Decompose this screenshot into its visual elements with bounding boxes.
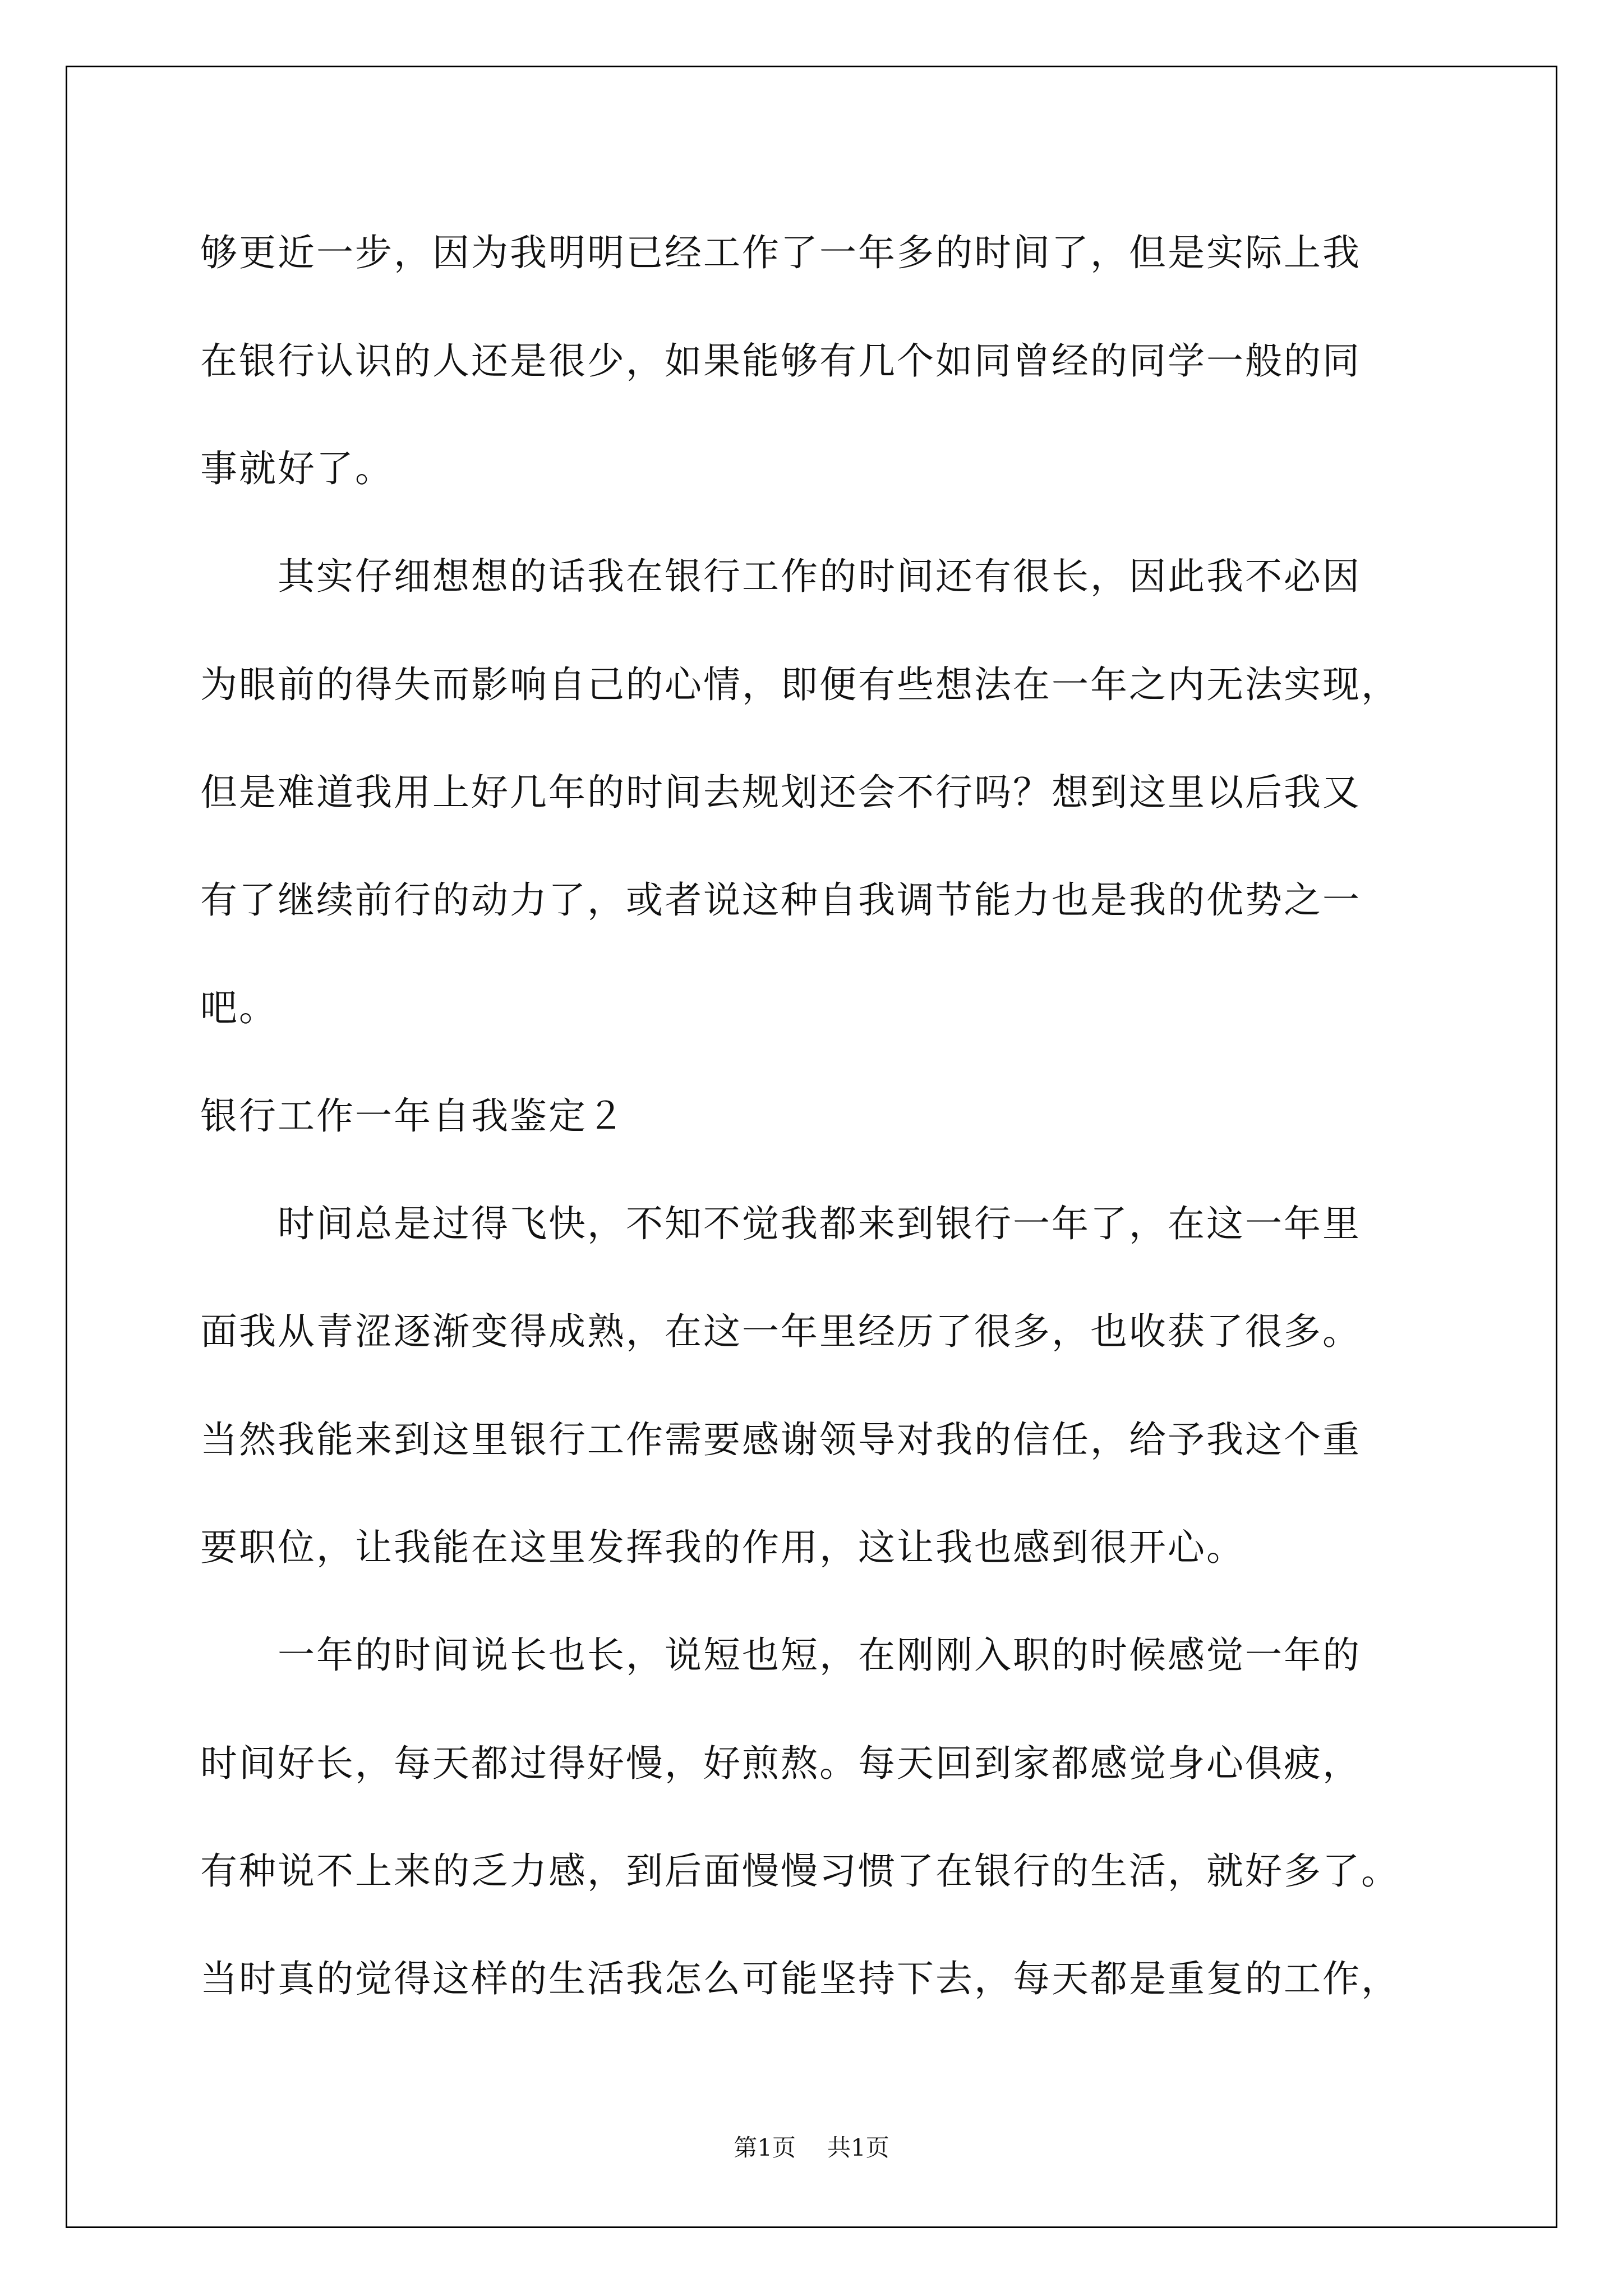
- text-line: 其实仔细想想的话我在银行工作的时间还有很长，因此我不必因: [200, 555, 1361, 598]
- text-line: 当时真的觉得这样的生活我怎么可能坚持下去，每天都是重复的工作，: [200, 1957, 1400, 2000]
- text-line: 在银行认识的人还是很少，如果能够有几个如同曾经的同学一般的同: [200, 339, 1361, 383]
- text-line: 事就好了。: [200, 447, 394, 490]
- text-line: 但是难道我用上好几年的时间去规划还会不行吗？想到这里以后我又: [200, 771, 1361, 814]
- page-total: 共1页: [827, 2134, 889, 2161]
- text-line: 时间总是过得飞快，不知不觉我都来到银行一年了，在这一年里: [200, 1202, 1361, 1245]
- text-line: 面我从青涩逐渐变得成熟，在这一年里经历了很多，也收获了很多。: [200, 1310, 1361, 1353]
- text-line: 有了继续前行的动力了，或者说这种自我调节能力也是我的优势之一: [200, 878, 1361, 922]
- text-line: 为眼前的得失而影响自己的心情，即便有些想法在一年之内无法实现，: [200, 663, 1400, 706]
- text-line: 当然我能来到这里银行工作需要感谢领导对我的信任，给予我这个重: [200, 1418, 1361, 1461]
- page-border: [66, 66, 1557, 2228]
- text-line: 要职位，让我能在这里发挥我的作用，这让我也感到很开心。: [200, 1526, 1245, 1569]
- text-line: 一年的时间说长也长，说短也短，在刚刚入职的时候感觉一年的: [200, 1634, 1361, 1677]
- page-footer: [0, 2136, 1623, 2160]
- text-line: 吧。: [200, 986, 278, 1029]
- page-number: 第1页: [734, 2134, 796, 2161]
- text-line: 时间好长，每天都过得好慢，好煎熬。每天回到家都感觉身心俱疲，: [200, 1742, 1361, 1785]
- section-heading: 银行工作一年自我鉴定２: [200, 1094, 626, 1138]
- text-line: 够更近一步，因为我明明已经工作了一年多的时间了，但是实际上我: [200, 231, 1361, 274]
- text-line: 有种说不上来的乏力感，到后面慢慢习惯了在银行的生活，就好多了。: [200, 1849, 1400, 1893]
